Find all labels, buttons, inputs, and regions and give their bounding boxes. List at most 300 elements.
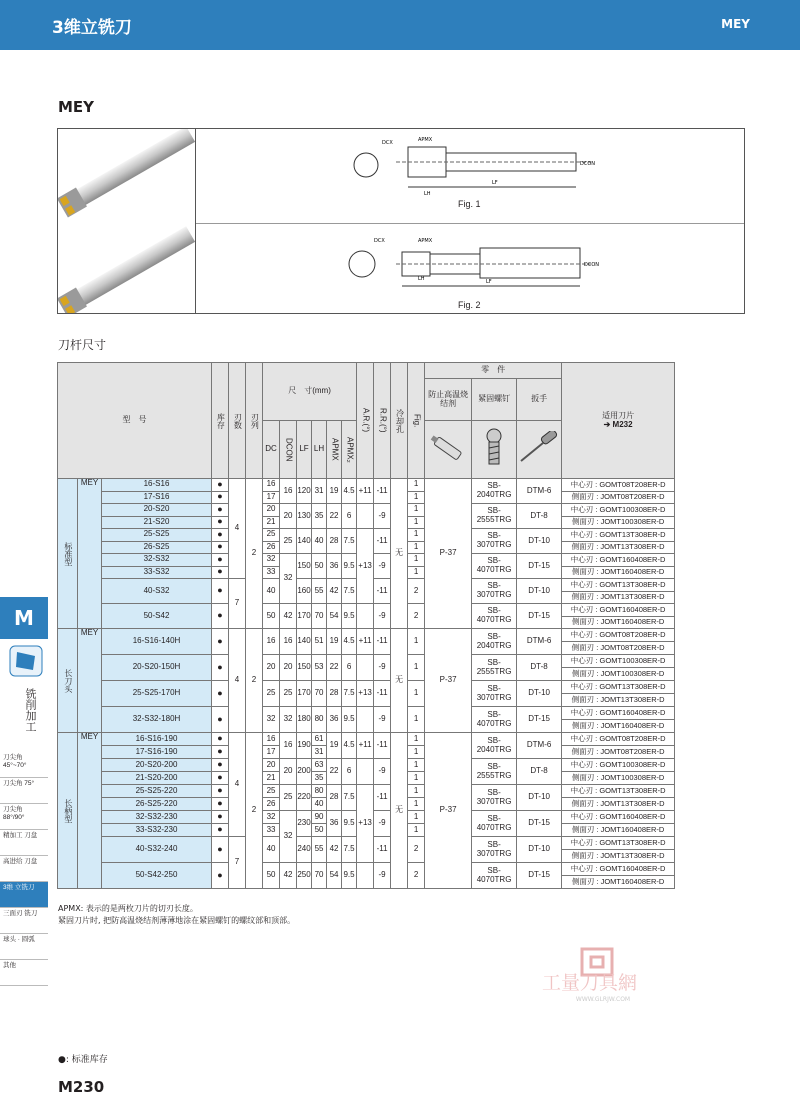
stock-dot: ● <box>212 798 229 811</box>
fig-value: 1 <box>408 655 425 681</box>
lh-value: 31 <box>312 746 327 759</box>
fig-value: 1 <box>408 746 425 759</box>
label-dcon-2: DCON <box>584 262 600 268</box>
screw-value: SB-3070TRG <box>472 785 517 811</box>
ar-empty <box>357 759 374 785</box>
ar-value: +11 <box>357 733 374 759</box>
fig-value: 1 <box>408 824 425 837</box>
insert-value: 侧面刃 : JOMT160408ER-D <box>562 720 675 733</box>
dc-value: 16 <box>263 733 280 746</box>
screw-value: SB-2040TRG <box>472 733 517 759</box>
screw-value: SB-2555TRG <box>472 759 517 785</box>
ar-empty <box>357 707 374 733</box>
side-label: 铣削加工 <box>24 688 37 732</box>
side-nav-item[interactable]: 刀尖角 75° <box>0 778 48 804</box>
lh-value: 55 <box>312 579 327 604</box>
insert-value: 中心刃 : GOMT160408ER-D <box>562 604 675 617</box>
apmx-value: 42 <box>327 579 342 604</box>
insert-value: 侧面刃 : JOMT100308ER-D <box>562 516 675 529</box>
header-wrench: 扳手 <box>517 379 562 421</box>
table-row-model: 21-S20 <box>102 516 212 529</box>
side-tab-m[interactable]: M <box>0 597 48 639</box>
table-row-model: 32-S32-180H <box>102 707 212 733</box>
stock-dot: ● <box>212 479 229 492</box>
side-nav-item[interactable]: 三面刃 铣刀 <box>0 908 48 934</box>
stock-dot: ● <box>212 759 229 772</box>
header-dims: 尺 寸(mm) <box>263 363 357 421</box>
screw-value: SB-4070TRG <box>472 811 517 837</box>
stock-dot: ● <box>212 579 229 604</box>
rr-value: -11 <box>374 837 391 863</box>
header-lf: LF <box>297 421 312 479</box>
fig-value: 2 <box>408 863 425 889</box>
fig-value: 1 <box>408 504 425 517</box>
table-row-model: 33-S32-230 <box>102 824 212 837</box>
endmill-photo <box>58 129 195 313</box>
stock-dot: ● <box>212 811 229 824</box>
table-row-model: 26-S25 <box>102 541 212 554</box>
stock-dot: ● <box>212 707 229 733</box>
ar-empty <box>357 863 374 889</box>
header-dcon: DCON <box>280 421 297 479</box>
side-nav-item[interactable]: 精加工 刀盘 <box>0 830 48 856</box>
stock-dot: ● <box>212 491 229 504</box>
page-number: M230 <box>58 1078 105 1096</box>
side-nav-item[interactable]: 刀尖角 88°/90° <box>0 804 48 830</box>
header-screw: 紧固螺钉 <box>472 379 517 421</box>
table-row-model: 20-S20-150H <box>102 655 212 681</box>
stock-dot: ● <box>212 541 229 554</box>
screw-value: SB-3070TRG <box>472 529 517 554</box>
wrench-value: DT-15 <box>517 863 562 889</box>
dcon-value: 20 <box>280 655 297 681</box>
flutes-value: 4 <box>229 733 246 837</box>
ar-empty <box>357 604 374 629</box>
fig-value: 1 <box>408 629 425 655</box>
rr-value: -11 <box>374 579 391 604</box>
label-apmx-1: APMX <box>418 137 433 143</box>
stock-dot: ● <box>212 733 229 746</box>
stock-dot: ● <box>212 785 229 798</box>
lf-value: 230 <box>297 811 312 837</box>
dcon-value: 32 <box>280 707 297 733</box>
rr-value: -11 <box>374 681 391 707</box>
lf-value: 200 <box>297 759 312 785</box>
lh-value: 80 <box>312 785 327 798</box>
ar-value: +11 <box>357 479 374 504</box>
header-insert-label: 适用刀片 <box>602 410 635 420</box>
stock-dot: ● <box>212 554 229 567</box>
apmx2-value: 7.5 <box>342 681 357 707</box>
label-dcon-1: DCON <box>580 161 596 167</box>
ar-value: +11 <box>357 629 374 655</box>
flutes-value: 4 <box>229 629 246 733</box>
lf-value: 150 <box>297 554 312 579</box>
coolant-value: 无 <box>391 629 408 733</box>
wrench-value: DT-8 <box>517 504 562 529</box>
fig-value: 1 <box>408 707 425 733</box>
dc-value: 20 <box>263 759 280 772</box>
fig-value: 1 <box>408 772 425 785</box>
fig2-caption: Fig. 2 <box>458 300 481 310</box>
insert-value: 中心刃 : GOMT13T308ER-D <box>562 785 675 798</box>
lf-value: 140 <box>297 529 312 554</box>
table-row-model: 25-S25-220 <box>102 785 212 798</box>
apmx2-value: 6 <box>342 655 357 681</box>
lh-value: 50 <box>312 554 327 579</box>
anti-value: P-37 <box>425 733 472 889</box>
insert-value: 侧面刃 : JOMT08T208ER-D <box>562 491 675 504</box>
prefix-standard: MEY <box>78 479 102 629</box>
table-row-model: 25-S25 <box>102 529 212 542</box>
figure-box <box>57 128 745 314</box>
flutes-value: 4 <box>229 479 246 579</box>
lh-value: 70 <box>312 681 327 707</box>
logo-url: WWW.GLRJW.COM <box>575 996 631 1003</box>
header-lh: LH <box>312 421 327 479</box>
label-lh-2: LH <box>418 276 425 282</box>
apmx2-value: 6 <box>342 504 357 529</box>
rr-value: -9 <box>374 863 391 889</box>
header-apmx2: APMX₂ <box>342 421 357 479</box>
lh-value: 40 <box>312 798 327 811</box>
rr-value: -11 <box>374 529 391 554</box>
apmx-value: 22 <box>327 504 342 529</box>
screw-icon <box>472 421 517 479</box>
insert-value: 中心刃 : GOMT13T308ER-D <box>562 837 675 850</box>
stock-dot: ● <box>212 504 229 517</box>
watermark-logo <box>538 945 668 1015</box>
side-nav-item[interactable]: 球头 · 圆弧 <box>0 934 48 960</box>
dcon-value: 25 <box>280 681 297 707</box>
dcon-value: 20 <box>280 759 297 785</box>
wrench-value: DT-10 <box>517 579 562 604</box>
insert-value: 侧面刃 : JOMT160408ER-D <box>562 616 675 629</box>
table-row-model: 16-S16-140H <box>102 629 212 655</box>
dc-value: 33 <box>263 824 280 837</box>
prefix-longhead: MEY <box>78 629 102 733</box>
wrench-value: DTM-6 <box>517 629 562 655</box>
label-dcx-2: DCX <box>374 238 385 244</box>
apmx-value: 36 <box>327 811 342 837</box>
insert-value: 侧面刃 : JOMT13T308ER-D <box>562 850 675 863</box>
table-row-model: 17-S16-190 <box>102 746 212 759</box>
stock-dot: ● <box>212 681 229 707</box>
fig-value: 1 <box>408 811 425 824</box>
fig-value: 2 <box>408 604 425 629</box>
header-title: 3维立铣刀 <box>52 18 132 38</box>
fig-value: 1 <box>408 516 425 529</box>
header-bar <box>0 0 800 50</box>
screw-value: SB-2040TRG <box>472 629 517 655</box>
rr-value: -9 <box>374 811 391 837</box>
stock-dot: ● <box>212 604 229 629</box>
lh-value: 90 <box>312 811 327 824</box>
ar-value: +13 <box>357 529 374 604</box>
header-stock: 库存 <box>212 363 229 479</box>
insert-value: 侧面刃 : JOMT160408ER-D <box>562 566 675 579</box>
apmx-value: 36 <box>327 554 342 579</box>
rr-value: -11 <box>374 479 391 504</box>
insert-value: 中心刃 : GOMT100308ER-D <box>562 655 675 668</box>
insert-value: 中心刃 : GOMT100308ER-D <box>562 504 675 517</box>
rr-value: -9 <box>374 504 391 529</box>
table-row-model: 16-S16 <box>102 479 212 492</box>
stock-dot: ● <box>212 837 229 863</box>
side-nav-item[interactable]: 其他 <box>0 960 48 986</box>
section-title: 刀杆尺寸 <box>58 338 107 352</box>
dc-value: 40 <box>263 837 280 863</box>
lf-value: 180 <box>297 707 312 733</box>
header-anti: 防止高温烧结剂 <box>425 379 472 421</box>
wrench-value: DTM-6 <box>517 733 562 759</box>
label-lh-1: LH <box>424 191 431 197</box>
rr-value: -9 <box>374 554 391 579</box>
wrench-value: DT-15 <box>517 707 562 733</box>
dc-value: 26 <box>263 798 280 811</box>
screw-value: SB-4070TRG <box>472 604 517 629</box>
dc-value: 32 <box>263 554 280 567</box>
screw-value: SB-4070TRG <box>472 863 517 889</box>
header-coolant: 冷却孔 <box>391 363 408 479</box>
coolant-value: 无 <box>391 733 408 889</box>
dc-value: 32 <box>263 707 280 733</box>
dc-value: 21 <box>263 516 280 529</box>
fig-value: 1 <box>408 798 425 811</box>
screw-value: SB-4070TRG <box>472 707 517 733</box>
fig-value: 1 <box>408 759 425 772</box>
milling-insert-icon <box>8 644 44 678</box>
dc-value: 17 <box>263 491 280 504</box>
apmx2-value: 7.5 <box>342 529 357 554</box>
side-nav-item[interactable]: 高进给 刀盘 <box>0 856 48 882</box>
ar-value: +13 <box>357 681 374 707</box>
anti-value: P-37 <box>425 479 472 629</box>
lh-value: 63 <box>312 759 327 772</box>
apmx2-value: 9.5 <box>342 811 357 837</box>
apmx-value: 42 <box>327 837 342 863</box>
dc-value: 25 <box>263 785 280 798</box>
insert-value: 侧面刃 : JOMT100308ER-D <box>562 668 675 681</box>
screw-value: SB-2555TRG <box>472 655 517 681</box>
footer-legend: ●: 标准库存 <box>58 1055 108 1065</box>
dc-value: 16 <box>263 629 280 655</box>
stock-dot: ● <box>212 566 229 579</box>
screw-value: SB-2040TRG <box>472 479 517 504</box>
dc-value: 25 <box>263 681 280 707</box>
lh-value: 61 <box>312 733 327 746</box>
label-dcx-1: DCX <box>382 140 393 146</box>
dc-value: 17 <box>263 746 280 759</box>
header-flutes: 刃数 <box>229 363 246 479</box>
fig1-caption: Fig. 1 <box>458 199 481 209</box>
spec-table <box>57 362 675 889</box>
label-lf-1: LF <box>492 180 498 186</box>
apmx-value: 22 <box>327 759 342 785</box>
header-dc: DC <box>263 421 280 479</box>
apmx-value: 28 <box>327 529 342 554</box>
header-apmx: APMX <box>327 421 342 479</box>
apmx2-value: 9.5 <box>342 863 357 889</box>
rr-value: -11 <box>374 733 391 759</box>
insert-value: 中心刃 : GOMT08T208ER-D <box>562 733 675 746</box>
lf-value: 190 <box>297 733 312 759</box>
table-row-model: 33-S32 <box>102 566 212 579</box>
lf-value: 240 <box>297 837 312 863</box>
dc-value: 16 <box>263 479 280 492</box>
dcon-value: 42 <box>280 604 297 629</box>
group-longshank: 长柄型 <box>58 733 78 889</box>
wrench-value: DT-15 <box>517 811 562 837</box>
lf-value: 150 <box>297 655 312 681</box>
wrench-value: DT-10 <box>517 681 562 707</box>
apmx2-value: 4.5 <box>342 629 357 655</box>
apmx2-value: 7.5 <box>342 579 357 604</box>
apmx2-value: 7.5 <box>342 785 357 811</box>
wrench-icon <box>517 421 562 479</box>
table-row-model: 25-S25-170H <box>102 681 212 707</box>
table-row-model: 32-S32 <box>102 554 212 567</box>
insert-value: 侧面刃 : JOMT160408ER-D <box>562 824 675 837</box>
dc-value: 25 <box>263 529 280 542</box>
dc-value: 21 <box>263 772 280 785</box>
lf-value: 170 <box>297 604 312 629</box>
rr-value: -9 <box>374 759 391 785</box>
apmx-value: 19 <box>327 479 342 504</box>
anti-value: P-37 <box>425 629 472 733</box>
insert-value: 侧面刃 : JOMT08T208ER-D <box>562 642 675 655</box>
edges-value: 2 <box>246 629 263 733</box>
table-row-model: 32-S32-230 <box>102 811 212 824</box>
dcon-value: 32 <box>280 811 297 863</box>
dcon-value: 16 <box>280 733 297 759</box>
apmx-value: 36 <box>327 707 342 733</box>
apmx-value: 54 <box>327 863 342 889</box>
table-row-model: 26-S25-220 <box>102 798 212 811</box>
label-lf-2: LF <box>486 279 492 285</box>
dcon-value: 32 <box>280 554 297 604</box>
screw-value: SB-3070TRG <box>472 681 517 707</box>
anti-seize-icon <box>425 421 472 479</box>
dcon-value: 25 <box>280 529 297 554</box>
lh-value: 51 <box>312 629 327 655</box>
table-row-model: 50-S42-250 <box>102 863 212 889</box>
note-anti-seize: 紧固刀片时, 把防高温烧结剂薄薄地涂在紧固螺钉的螺纹部和顶部。 <box>58 916 296 925</box>
insert-value: 侧面刃 : JOMT160408ER-D <box>562 876 675 889</box>
table-row-model: 50-S42 <box>102 604 212 629</box>
lf-value: 130 <box>297 504 312 529</box>
lh-value: 40 <box>312 529 327 554</box>
lf-value: 120 <box>297 479 312 504</box>
apmx2-value: 6 <box>342 759 357 785</box>
dc-value: 33 <box>263 566 280 579</box>
lh-value: 35 <box>312 504 327 529</box>
side-nav-item-active[interactable]: 3维 立铣刀 <box>0 882 48 908</box>
wrench-value: DT-8 <box>517 759 562 785</box>
rr-value: -11 <box>374 785 391 811</box>
stock-dot: ● <box>212 629 229 655</box>
stock-dot: ● <box>212 655 229 681</box>
fig-value: 1 <box>408 479 425 492</box>
logo-text: 工量刀具網 <box>542 972 638 991</box>
lh-value: 53 <box>312 655 327 681</box>
lf-value: 160 <box>297 579 312 604</box>
wrench-value: DT-10 <box>517 529 562 554</box>
lh-value: 70 <box>312 863 327 889</box>
insert-value: 侧面刃 : JOMT13T308ER-D <box>562 591 675 604</box>
lh-value: 35 <box>312 772 327 785</box>
lf-value: 250 <box>297 863 312 889</box>
group-longhead: 长刀头 <box>58 629 78 733</box>
rr-value: -9 <box>374 604 391 629</box>
lf-value: 170 <box>297 681 312 707</box>
dc-value: 20 <box>263 655 280 681</box>
header-fig: Fig. <box>408 363 425 479</box>
dcon-value: 25 <box>280 785 297 811</box>
wrench-value: DT-10 <box>517 785 562 811</box>
apmx2-value: 9.5 <box>342 604 357 629</box>
insert-value: 中心刃 : GOMT13T308ER-D <box>562 579 675 592</box>
dc-value: 40 <box>263 579 280 604</box>
header-insert <box>562 363 675 479</box>
screw-value: SB-3070TRG <box>472 837 517 863</box>
header-rr: R.R.(°) <box>374 363 391 479</box>
flutes-value: 7 <box>229 579 246 629</box>
insert-value: 中心刃 : GOMT13T308ER-D <box>562 529 675 542</box>
table-row-model: 16-S16-190 <box>102 733 212 746</box>
apmx-value: 19 <box>327 629 342 655</box>
rr-value: -11 <box>374 629 391 655</box>
insert-value: 中心刃 : GOMT160408ER-D <box>562 707 675 720</box>
dc-value: 50 <box>263 863 280 889</box>
insert-value: 侧面刃 : JOMT100308ER-D <box>562 772 675 785</box>
wrench-value: DT-15 <box>517 604 562 629</box>
header-edges: 刃列 <box>246 363 263 479</box>
side-nav-item[interactable]: 刀尖角 45°~70° <box>0 752 48 778</box>
stock-dot: ● <box>212 516 229 529</box>
insert-value: 侧面刃 : JOMT13T308ER-D <box>562 541 675 554</box>
fig-value: 1 <box>408 733 425 746</box>
lf-value: 220 <box>297 785 312 811</box>
label-apmx-2: APMX <box>418 238 433 244</box>
insert-value: 侧面刃 : JOMT08T208ER-D <box>562 746 675 759</box>
insert-value: 中心刃 : GOMT08T208ER-D <box>562 629 675 642</box>
stock-dot: ● <box>212 529 229 542</box>
header-insert-ref: ➔ M232 <box>603 419 633 429</box>
insert-value: 侧面刃 : JOMT13T308ER-D <box>562 798 675 811</box>
apmx2-value: 4.5 <box>342 733 357 759</box>
coolant-value: 无 <box>391 479 408 629</box>
group-standard: 标准型 <box>58 479 78 629</box>
wrench-value: DTM-6 <box>517 479 562 504</box>
fig-value: 1 <box>408 554 425 567</box>
wrench-value: DT-15 <box>517 554 562 579</box>
fig-value: 1 <box>408 566 425 579</box>
lf-value: 140 <box>297 629 312 655</box>
rr-value: -9 <box>374 655 391 681</box>
dcon-value: 42 <box>280 863 297 889</box>
fig-value: 1 <box>408 681 425 707</box>
fig-value: 2 <box>408 579 425 604</box>
lh-value: 31 <box>312 479 327 504</box>
insert-value: 中心刃 : GOMT160408ER-D <box>562 811 675 824</box>
table-row-model: 20-S20 <box>102 504 212 517</box>
stock-dot: ● <box>212 824 229 837</box>
dc-value: 50 <box>263 604 280 629</box>
insert-value: 中心刃 : GOMT100308ER-D <box>562 759 675 772</box>
ar-empty <box>357 655 374 681</box>
fig-value: 1 <box>408 529 425 542</box>
